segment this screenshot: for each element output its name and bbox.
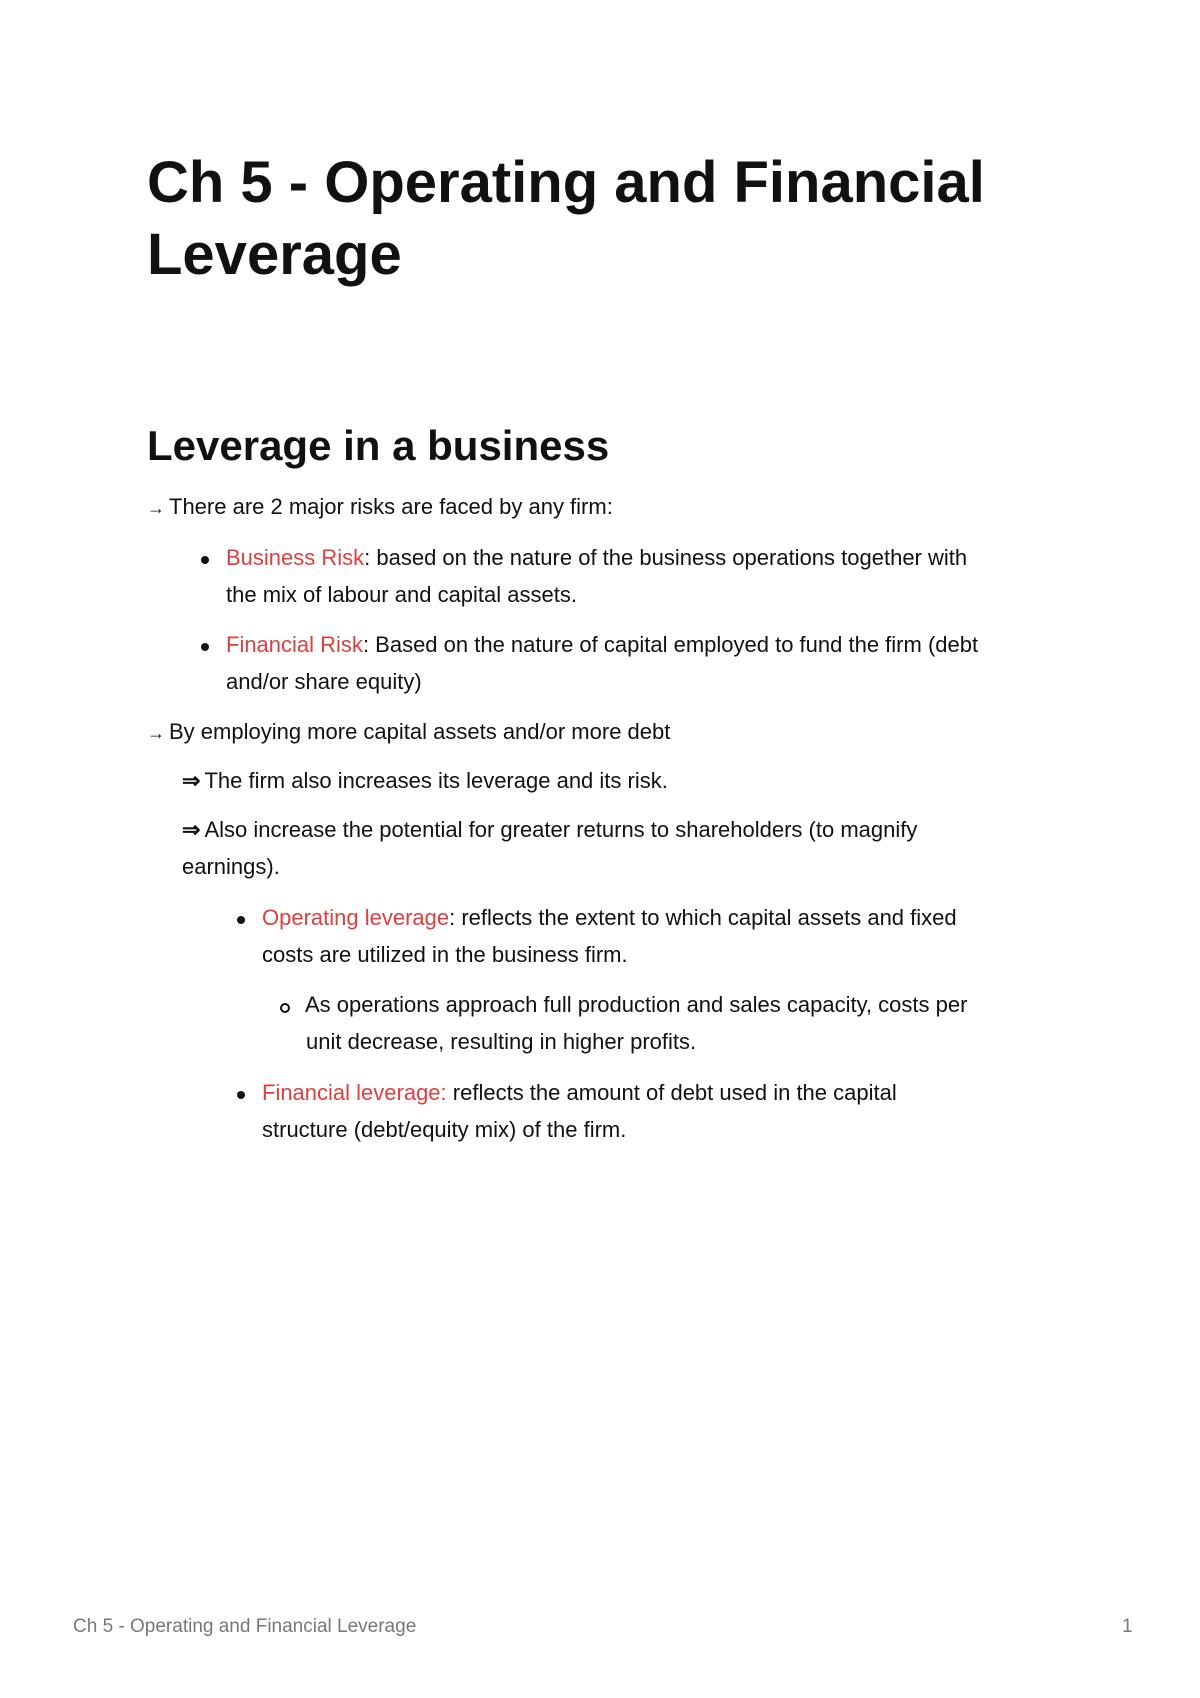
financial-risk-text: : Based on the nature of capital employed to fund the firm (debt: [362, 632, 979, 657]
page-title: Ch 5 - Operating and Financial Leverage: [147, 150, 985, 287]
arrow-icon: →: [147, 723, 165, 743]
financial-risk-continuation: and/or share equity): [226, 669, 422, 694]
operating-leverage-continuation: costs are utilized in the business firm.: [262, 942, 628, 967]
business-risk-text: : based on the nature of the business operations together with: [364, 545, 968, 570]
section-heading: Leverage in a business: [147, 422, 610, 469]
business-risk-term: Business Risk: [226, 545, 365, 570]
bullet-icon: [237, 916, 245, 924]
list-item-business-risk: [226, 540, 967, 576]
implication-1-text: The firm also increases its leverage and its risk.: [204, 768, 668, 793]
list-item-financial-risk: [226, 627, 978, 663]
double-arrow-icon: ⇒: [182, 768, 201, 793]
footer-title: Ch 5 - Operating and Financial Leverage: [73, 1616, 417, 1637]
bullet-icon: [237, 1091, 245, 1099]
financial-leverage-continuation: structure (debt/equity mix) of the firm.: [262, 1117, 627, 1142]
intro-text: There are 2 major risks are faced by any firm:: [169, 494, 613, 519]
bullet-icon: [201, 643, 209, 651]
employing-text: By employing more capital assets and/or more debt: [169, 719, 671, 744]
financial-leverage-term: Financial leverage:: [262, 1080, 447, 1105]
intro-line: [147, 489, 613, 526]
employing-line: [147, 714, 670, 751]
bullet-icon: [201, 556, 209, 564]
list-item-financial-leverage: [262, 1075, 897, 1111]
sub-list-item-continuation: unit decrease, resulting in higher profits.: [306, 1029, 697, 1054]
financial-leverage-text: reflects the amount of debt used in the capital: [446, 1080, 897, 1105]
implication-line-1: [182, 763, 668, 799]
financial-risk-term: Financial Risk: [226, 632, 363, 657]
sub-list-item: As operations approach full production and sales capacity, costs per: [305, 992, 968, 1017]
list-item-operating-leverage: [262, 900, 957, 936]
implication-2-text: Also increase the potential for greater returns to shareholders (to magnify: [204, 817, 918, 842]
double-arrow-icon: ⇒: [182, 817, 201, 842]
business-risk-continuation: the mix of labour and capital assets.: [226, 582, 577, 607]
operating-leverage-text: : reflects the extent to which capital assets and fixed: [449, 905, 957, 930]
implication-line-2: [182, 812, 917, 848]
page-number: 1: [1122, 1616, 1133, 1637]
hollow-bullet-icon: [280, 1003, 290, 1013]
arrow-icon: →: [147, 498, 165, 518]
implication-2-continuation: earnings).: [182, 854, 280, 879]
operating-leverage-term: Operating leverage: [262, 905, 450, 930]
